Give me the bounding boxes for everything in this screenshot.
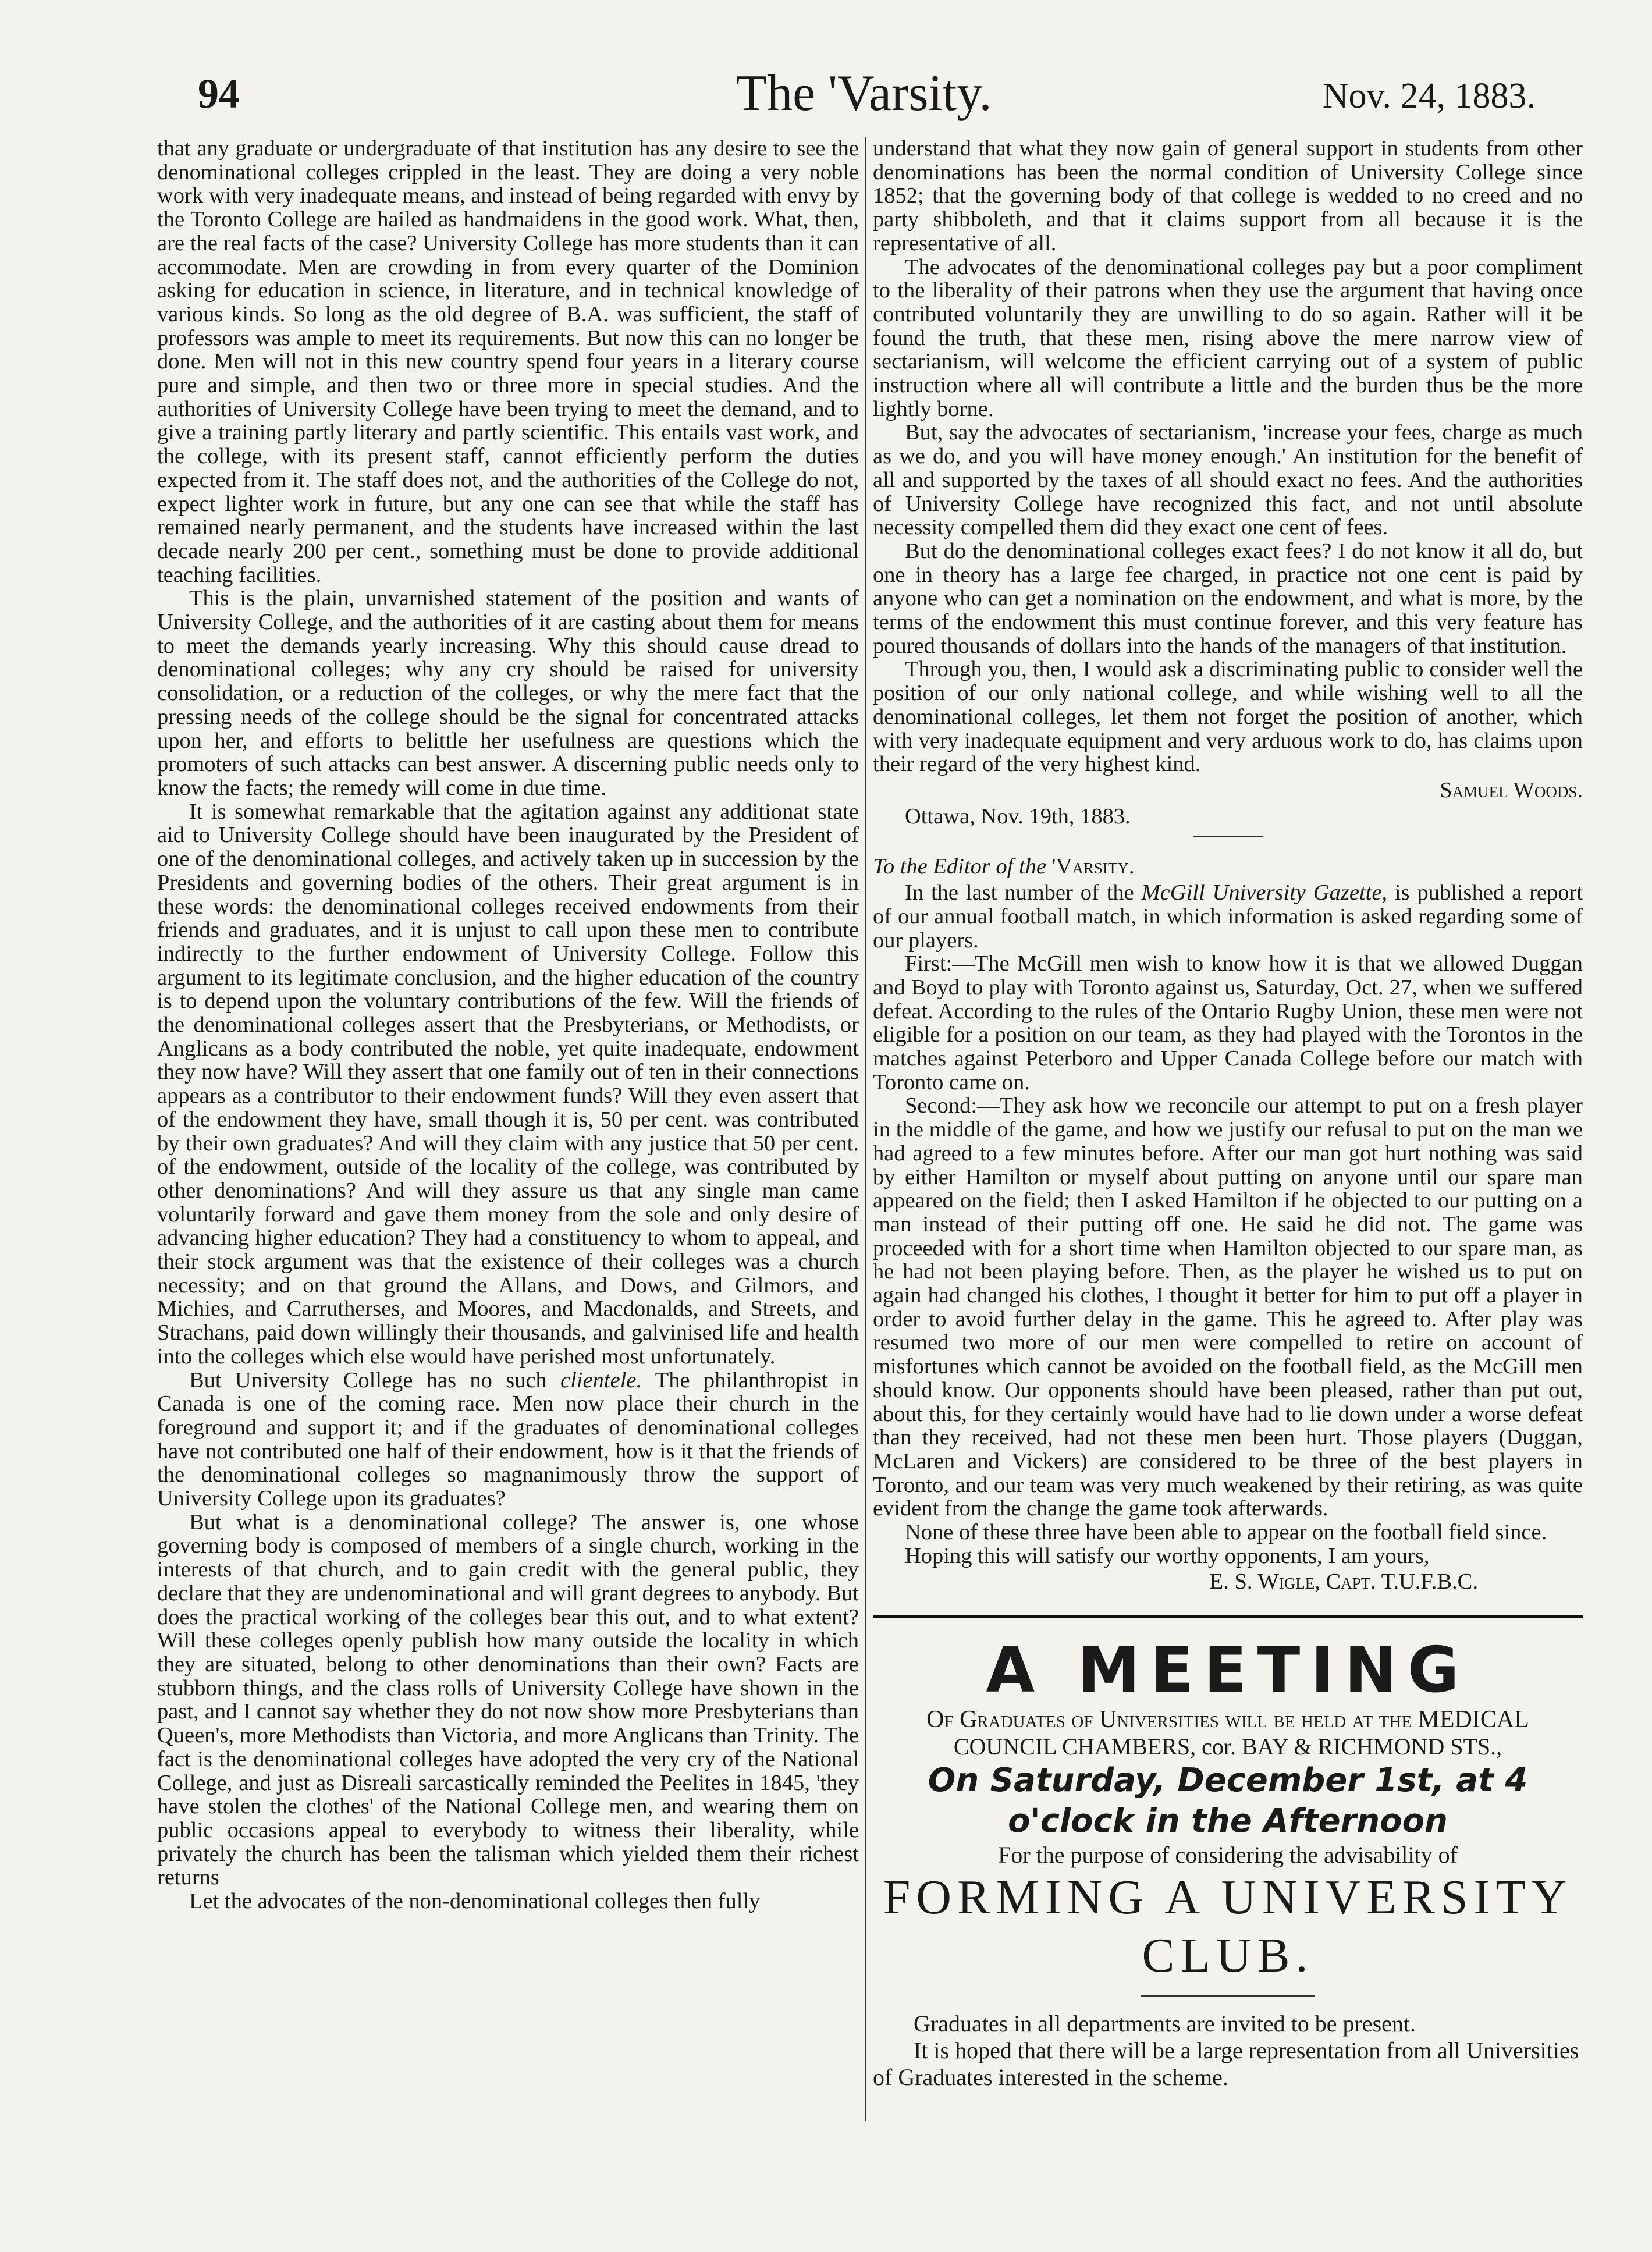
notice-line: Of Graduates of Universities will be held at the MEDICAL	[926, 1706, 1529, 1734]
left-column	[157, 137, 859, 1913]
notice-footer	[873, 2011, 1583, 2091]
text-run: The philanthropist in Canada is one of the coming race. Men now place their church in the foreground and support it; and if the graduates of denominational colleges have not contributed one half of their endowment, how is it that the friends of the denominational colleges so magnanimously throw the support of University College upon its graduates?	[157, 1367, 859, 1511]
notice-paragraph: It is hoped that there will be a large representation from all Universities of Graduates interested in the scheme.	[873, 2037, 1579, 2091]
notice-divider	[873, 1615, 1583, 1618]
notice-headline: FORMING A UNIVERSITY CLUB.	[883, 1870, 1573, 1983]
notice-date-line: On Saturday, December 1st, at 4 o'clock in the Afternoon	[928, 1761, 1528, 1841]
salutation-paper-name: 'Varsity.	[1046, 854, 1135, 879]
dateline: Ottawa, Nov. 19th, 1883.	[905, 804, 1131, 829]
paragraph: But, say the advocates of sectarianism, 'increase your fees, charge as much as we do, and you will have money enough.' An institution for the benefit of all and supported by the taxes of all should exact no fees. And the authorities of University College have recognized this fact, and not until absolute necessity compelled them did they exact one cent of fees.	[873, 420, 1583, 540]
paragraph: Second:—They ask how we reconcile our attempt to put on a fresh player in the middle of the game, and how we justify our refusal to put on the man we had agreed to a few minutes before. After our man got hurt nothing was said by either Hamilton or myself about putting on anyone until our spare man appeared on the field; then I asked Hamilton if he objected to our putting on a man instead of their putting off one. He said he did not. The game was proceeded with for a short time when Hamilton objected to our spare man, as he had not been playing before. Then, as the player he wished us to put on again had changed his clothes, I thought it better for him to put off a player in order to avoid further delay in the game. This he agreed to. After play was resumed two more of our men were compelled to retire on account of misfortunes which cannot be avoided on the football field, as the McGill men should know. Our opponents should have been pleased, rather than put out, about this, for they certainly would have had to lie down under a worse defeat than they received, had not these men been hurt. Those players (Duggan, McLaren and Vickers) are considered to be three of the best players in Toronto, and our team was very much weakened by their retiring, as was quite evident from the change the game took afterwards.	[873, 1093, 1583, 1521]
issue-date: Nov. 24, 1883.	[1322, 76, 1536, 116]
section-divider	[1193, 836, 1263, 837]
meeting-notice	[873, 1636, 1583, 2091]
paragraph: The advocates of the denominational colleges pay but a poor compliment to the liberality of their patrons when they use the argument that having once contributed voluntarily they are unwilling to do so again. Rather will it be found the truth, that these men, rising above the mere narrow view of sectarianism, will welcome the efficient carrying out of a system of public instruction where all will contribute a little and the burden thus be the more lightly borne.	[873, 254, 1583, 421]
paragraph: Let the advocates of the non-denominational colleges then fully	[189, 1889, 761, 1914]
notice-separator	[1141, 1995, 1315, 1997]
paragraph: It is somewhat remarkable that the agitation against any additionat state aid to University College should have been inaugurated by the President of one of the denominational colleges, and actively taken up in succession by the Presidents and governing bodies of the others. Their great argument is in these words: the denominational colleges received endowments from their friends and graduates, and it is unjust to call upon these men to contribute indirectly to the further endowment of University College. Follow this argument to its legitimate conclusion, and the higher education of the country is to depend upon the voluntary contributions of the few. Will the friends of the denominational colleges assert that the Presbyterians, or Methodists, or Anglicans as a body contributed the noble, yet quite inadequate, endowment they now have? Will they assert that one family out of ten in their connections appears as a contributor to their endowment funds? Will they even assert that of the endowment they have, small though it is, 50 per cent. was contributed by their own graduates? And will they claim with any justice that 50 per cent. of the endowment, outside of the locality of the college, was contributed by other denominations? And will they assure us that any single man came voluntarily forward and gave them money from the sole and only desire of advancing higher education? They had a constituency to whom to appeal, and their stock argument was that the existence of their colleges was a church necessity; and on that ground the Allans, and Dows, and Gilmors, and Michies, and Carrutherses, and Moores, and Macdonalds, and Streets, and Strachans, paid down willingly their thousands, and galvinised life and health into the colleges which else would have perished most unfortunately.	[157, 799, 859, 1369]
paragraph	[873, 881, 1583, 952]
right-column	[873, 137, 1583, 2091]
page-number: 94	[198, 70, 240, 117]
italic-term: McGill University Gazette,	[1141, 880, 1388, 905]
paragraph: Through you, then, I would ask a discriminating public to consider well the position of our only national college, and while wishing well to all the denominational colleges, let them not forget the position of another, which with very inadequate equipment and very arduous work to do, has claims upon their regard of the very highest kind.	[873, 657, 1583, 777]
column-divider	[865, 137, 866, 2121]
paragraph: First:—The McGill men wish to know how it is that we allowed Duggan and Boyd to play with Toronto against us, Saturday, Oct. 27, when we suffered defeat. According to the rules of the Ontario Rugby Union, these men were not eligible for a position on our team, as they had played with the Torontos in the matches against Peterboro and Upper Canada College before our match with Toronto came on.	[873, 951, 1583, 1095]
signature: E. S. Wigle, Capt. T.U.F.B.C.	[1209, 1569, 1478, 1594]
paragraph: This is the plain, unvarnished statement of the position and wants of University College, and the authorities of it are casting about them for means to meet the demands yearly increasing. Why this should cause dread to denominational colleges; why any cry should be raised for university consolidation, or a reduction of the colleges, or why the mere fact that the pressing needs of the college should be the signal for concentrated attacks upon her, and efforts to belittle her usefulness are questions which the promoters of such attacks can best answer. A discerning public needs only to know the facts; the remedy will come in due time.	[157, 586, 859, 800]
paragraph: Hoping this will satisfy our worthy opponents, I am yours,	[905, 1543, 1430, 1568]
paragraph: But what is a denominational college? The answer is, one whose governing body is composed of members of a single church, working in the interests of that church, and to gain credit with the general public, they declare that they are undenominational and will grant degrees to anybody. But does the practical working of the colleges bear this out, and to what extent? Will these colleges openly publish how many outside the locality in which they are situated, belong to other denominations than their own? Facts are stubborn things, and the class rolls of University College have shown in the past, and I cannot say whether they do not now show more Presbyterians than Queen's, more Methodists than Victoria, and more Anglicans than Trinity. The fact is the denominational colleges have adopted the very cry of the National College, and just as Disreali sarcastically reminded the Peelites in 1845, 'they have stolen the clothes' of the National College men, and wearing them on public occasions appeal to everybody to witness their liberality, while privately the church has been the talisman which yielded them their richest returns	[157, 1509, 859, 1890]
text-run: is published a report of our annual football match, in which information is asked regarding some of our players.	[873, 880, 1583, 953]
notice-paragraph: Graduates in all departments are invited to be present.	[914, 2011, 1416, 2037]
signature: Samuel Woods.	[1440, 777, 1583, 802]
italic-term: clientele.	[560, 1367, 642, 1393]
paragraph: that any graduate or undergraduate of that institution has any desire to see the denominational colleges crippled in the least. They are doing a very noble work with very inadequate means, and instead of being regarded with envy by the Toronto College are hailed as handmaidens in the good work. What, then, are the real facts of the case? University College has more students than it can accommodate. Men are crowding in from every quarter of the Dominion asking for education in science, in literature, and in technical knowledge of various kinds. So long as the old degree of B.A. was sufficient, the staff of professors was ample to meet its requirements. But now this can no longer be done. Men will not in this new country spend four years in a literary course pure and simple, and then two or three more in special studies. And the authorities of University College have been trying to meet the demand, and to give a training partly literary and partly scientific. This entails vast work, and the college, with its present staff, cannot efficiently perform the duties expected from it. The staff does not, and the authorities of the College do not, expect lighter work in future, but any one can see that while the staff has remained nearly permanent, and the students have increased within the last decade nearly 200 per cent., something must be done to provide additional teaching facilities.	[157, 136, 859, 587]
paragraph: understand that what they now gain of general support in students from other denominations has been the normal condition of University College since 1852; that the governing body of that college is wedded to no creed and no party shibboleth, and that it claims support from all because it is the representative of all.	[873, 136, 1583, 255]
text-run: In the last number of the	[905, 880, 1142, 905]
paragraph	[157, 1369, 859, 1511]
notice-line: For the purpose of considering the advisability of	[998, 1842, 1458, 1869]
text-run: But University College has no such	[189, 1367, 561, 1393]
salutation-text: To the Editor of the	[873, 854, 1047, 879]
masthead-title: The 'Varsity.	[736, 65, 992, 122]
paragraph: None of these three have been able to appear on the football field since.	[905, 1520, 1547, 1545]
notice-line: COUNCIL CHAMBERS, cor. BAY & RICHMOND STS.,	[953, 1734, 1502, 1760]
page-header	[192, 64, 1536, 128]
salutation	[873, 855, 1583, 879]
paragraph: But do the denominational colleges exact fees? I do not know it all do, but one in theory has a large fee charged, in practice not one cent is paid by anyone who can get a nomination on the endowment, and what is more, by the terms of the endowment this must continue forever, and this very feature has poured thousands of dollars into the hands of the managers of that institution.	[873, 538, 1583, 658]
notice-title: A MEETING	[986, 1634, 1470, 1707]
